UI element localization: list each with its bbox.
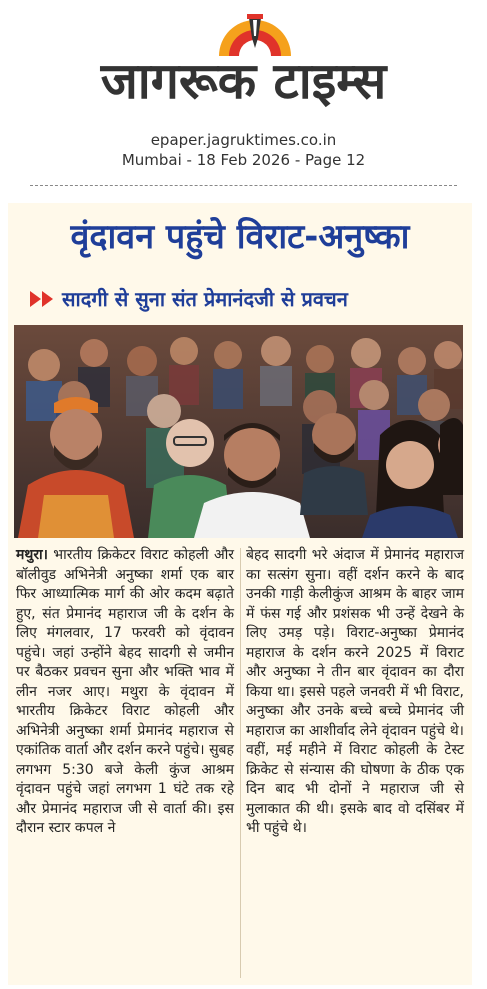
- epaper-url: epaper.jagruktimes.co.in: [150, 131, 337, 149]
- subheadline: [30, 283, 470, 317]
- dateline: मथुरा।: [16, 547, 48, 563]
- double-arrow-icon: [30, 289, 56, 309]
- dashed-divider: [30, 185, 457, 186]
- left-column-text: भारतीय क्रिकेटर विराट कोहली और बॉलीवुड अभिनेत्री अनुष्का शर्मा एक बार फिर आध्यात्मिक मार्ग की ओर कदम बढ़ाते हुए, संत प्रेमानंद महाराज जी के दर्शन के लिए मंगलवार, 17 फरवरी को वृंदावन पहुंचे। जहां उन्होंने बेहद सादगी से जमीन पर बैठकर प्रवचन सुना और भक्ति भाव में लीन नजर आए। मथुरा के वृंदावन में भारतीय क्रिकेटर विराट कोहली और अभिनेत्री अनुष्का शर्मा प्रेमानंद महाराज से एकांतिक वार्ता और दर्शन करने पहुंचे। सुबह लगभग 5:30 बजे केली कुंज आश्रम वृंदावन पहुंचे जहां लगभग 1 घंटे तक रहे और प्रेमानंद महाराज जी से वार्ता की। इस दौरान स्टार कपल ने: [16, 547, 234, 836]
- column-rule: [240, 548, 241, 978]
- headline: वृंदावन पहुंचे विराट-अनुष्का: [70, 217, 410, 257]
- news-photo: [14, 325, 463, 538]
- news-clipping: [8, 203, 472, 985]
- masthead: [0, 0, 487, 185]
- logo-wordmark: जागरूक टाइम्स: [100, 52, 387, 110]
- edition-info: Mumbai - 18 Feb 2026 - Page 12: [121, 151, 366, 169]
- subheadline-text: सादगी से सुना संत प्रेमानंदजी से प्रवचन: [62, 287, 348, 311]
- left-column: [16, 546, 234, 839]
- article-body: [16, 546, 464, 981]
- right-column: बेहद सादगी भरे अंदाज में प्रेमानंद महाराज का सत्संग सुना। वहीं दर्शन करने के बाद उनकी गाड़ी केलीकुंज आश्रम के बाहर जाम में फंस गई और प्रशंसक भी उन्हें देखने के लिए उमड़ पड़े। विराट-अनुष्का प्रेमानंद महाराज के दर्शन करने 2025 में विराट और अनुष्का ने तीन बार वृंदावन का दौरा किया था। इससे पहले जनवरी में भी विराट, अनुष्का और उनके बच्चे बच्चे प्रेमानंद जी महाराज का आशीर्वाद लेने वृंदावन पहुंचे थे। वहीं, मई महीने में विराट कोहली के टेस्ट क्रिकेट से संन्यास की घोषणा के ठीक एक दिन बाद भी दोनों ने महाराज जी से मुलाकात की थी। इसके बाद वो दसिंबर में भी पहुंचे थे।: [246, 547, 464, 836]
